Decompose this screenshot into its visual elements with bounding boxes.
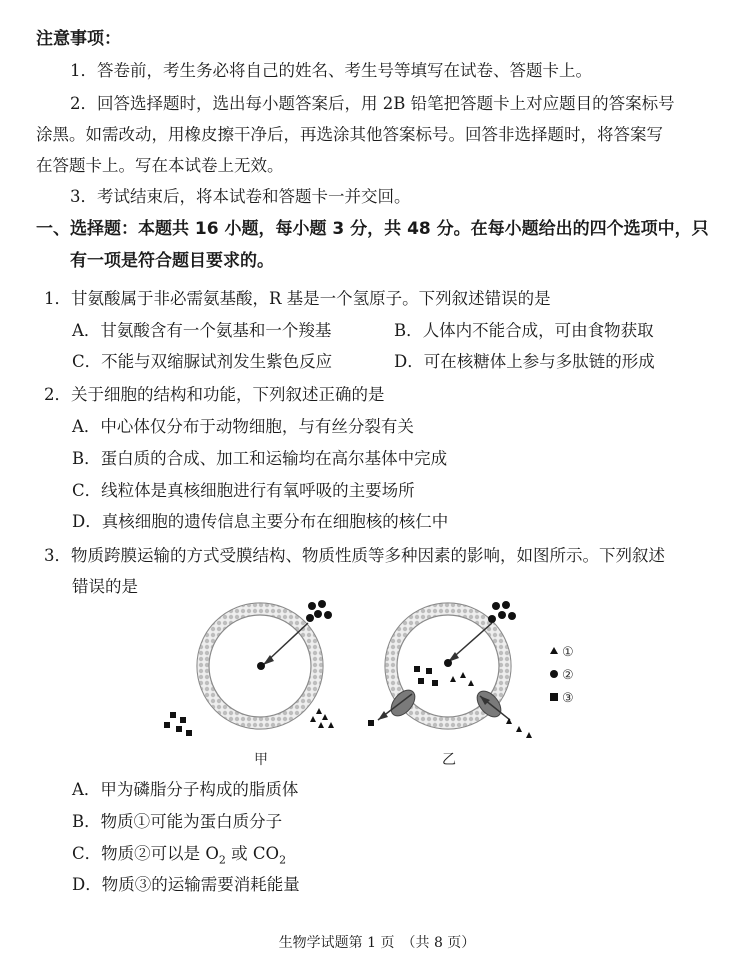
question-1-stem: 1．甘氨酸属于非必需氨基酸，R 基是一个氢原子。下列叙述错误的是 bbox=[44, 289, 551, 308]
legend-square-icon bbox=[550, 693, 558, 701]
figure-label-jia: 甲 bbox=[254, 752, 268, 768]
co2-subscript: 2 bbox=[279, 853, 287, 867]
question-2-option-a: A．中心体仅分布于动物细胞，与有丝分裂有关 bbox=[72, 417, 414, 436]
notice-item-1: 1．答卷前，考生务必将自己的姓名、考生号等填写在试卷、答题卡上。 bbox=[70, 61, 592, 80]
question-3-option-c bbox=[72, 843, 286, 871]
legend-label-2: ② bbox=[562, 668, 574, 683]
page-footer: 生物学试题第 1 页 （共 8 页） bbox=[278, 935, 476, 951]
question-2-option-b: B．蛋白质的合成、加工和运输均在高尔基体中完成 bbox=[72, 449, 448, 468]
question-3-option-d: D．物质③的运输需要消耗能量 bbox=[72, 875, 300, 894]
question-1-option-b: B．人体内不能合成，可由食物获取 bbox=[394, 321, 654, 340]
question-1-option-d: D．可在核糖体上参与多肽链的形成 bbox=[394, 352, 655, 371]
section-heading-line-2: 有一项是符合题目要求的。 bbox=[70, 251, 274, 271]
legend-triangle-icon bbox=[550, 647, 558, 654]
question-3-stem-line-1: 3．物质跨膜运输的方式受膜结构、物质性质等多种因素的影响，如图所示。下列叙述 bbox=[44, 546, 665, 565]
membrane-transport-figure bbox=[150, 596, 610, 776]
question-3-option-b: B．物质①可能为蛋白质分子 bbox=[72, 812, 283, 831]
question-2-option-d: D．真核细胞的遗传信息主要分布在细胞核的核仁中 bbox=[72, 512, 449, 531]
notice-item-3: 3．考试结束后，将本试卷和答题卡一并交回。 bbox=[70, 187, 411, 206]
figure-label-yi: 乙 bbox=[442, 752, 456, 768]
question-2-option-c: C．线粒体是真核细胞进行有氧呼吸的主要场所 bbox=[72, 481, 415, 500]
substance-1-triangles-jia bbox=[310, 708, 334, 728]
legend bbox=[550, 645, 574, 706]
notice-item-2-line-3: 在答题卡上。写在本试卷上无效。 bbox=[36, 156, 284, 175]
question-2-stem: 2．关于细胞的结构和功能，下列叙述正确的是 bbox=[44, 385, 385, 404]
notice-item-2-line-2: 涂黑。如需改动，用橡皮擦干净后，再选涂其他答案标号。回答非选择题时，将答案写 bbox=[36, 125, 663, 144]
question-1-option-c: C．不能与双缩脲试剂发生紫色反应 bbox=[72, 352, 333, 371]
section-heading-line-1: 一、选择题：本题共 16 小题，每小题 3 分，共 48 分。在每小题给出的四个选项中，只 bbox=[36, 219, 709, 239]
notice-title: 注意事项： bbox=[36, 29, 121, 49]
option-c-prefix: C．物质②可以是 O bbox=[72, 844, 219, 863]
question-3-stem-line-2: 错误的是 bbox=[72, 577, 138, 596]
legend-label-3: ③ bbox=[562, 691, 574, 706]
question-1-option-a: A．甘氨酸含有一个氨基和一个羧基 bbox=[72, 321, 332, 340]
notice-item-2-line-1: 2．回答选择题时，选出每小题答案后，用 2B 铅笔把答题卡上对应题目的答案标号 bbox=[70, 94, 675, 113]
substance-3-squares-jia bbox=[164, 712, 192, 736]
option-c-middle: 或 CO bbox=[225, 844, 280, 863]
legend-dot-icon bbox=[550, 670, 558, 678]
question-3-option-a: A．甲为磷脂分子构成的脂质体 bbox=[72, 780, 299, 799]
legend-label-1: ① bbox=[562, 645, 574, 660]
o2-subscript: 2 bbox=[218, 853, 226, 867]
